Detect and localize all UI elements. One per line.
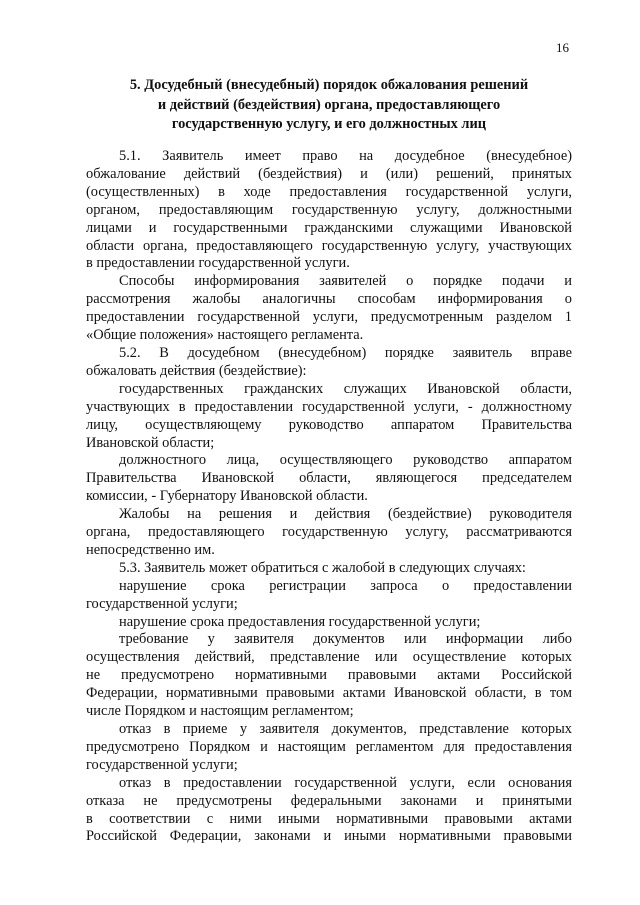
- heading-line: и действий (бездействия) органа, предоставляющего: [157, 96, 501, 113]
- text-line: лицами и государственными гражданскими служащими Ивановской: [86, 219, 572, 236]
- text-line: органа, предоставляющего государственную услугу, рассматриваются: [86, 524, 572, 541]
- text-line: Жалобы на решения и действия (бездействие) руководителя: [119, 506, 572, 523]
- text-line: государственной услуги;: [86, 595, 238, 612]
- section-heading: [86, 76, 572, 135]
- text-line: обжалование действий (бездействия) и (или) решений, принятых: [86, 165, 572, 182]
- paragraph: [86, 506, 572, 560]
- text-line: осуществления действий, представление или осуществление которых: [86, 649, 572, 666]
- text-line: отказа не предусмотрены федеральными законами и принятыми: [86, 792, 572, 809]
- paragraph: [86, 721, 572, 775]
- paragraph: [86, 775, 572, 847]
- text-line: отказ в приеме у заявителя документов, представление которых: [119, 721, 572, 737]
- text-line: непосредственно им.: [86, 541, 215, 558]
- text-line: 5.1. Заявитель имеет право на досудебное (внесудебное): [119, 148, 572, 164]
- text-line: Российской Федерации, законами и иными нормативными правовыми: [86, 828, 572, 845]
- paragraph: [86, 631, 572, 721]
- document-body: [86, 148, 572, 846]
- text-line: нарушение срока регистрации запроса о предоставлении: [119, 577, 572, 594]
- text-line: числе Порядком и настоящим регламентом;: [86, 703, 354, 720]
- text-line: Правительства Ивановской области, являющегося председателем: [86, 470, 572, 487]
- paragraph: [86, 345, 572, 381]
- paragraph: [86, 578, 572, 614]
- text-line: органом, предоставляющим государственную услугу, должностными: [86, 201, 572, 218]
- text-line: лицу, осуществляющему руководство аппаратом Правительства: [86, 416, 572, 433]
- text-line: обжаловать действия (бездействие):: [86, 362, 307, 379]
- paragraph: [86, 614, 572, 632]
- text-line: предоставлении государственной услуги, предусмотренным разделом 1: [86, 309, 572, 326]
- paragraph: [86, 381, 572, 453]
- text-line: Ивановской области;: [86, 434, 215, 451]
- text-line: в соответствии с ними иными нормативными правовыми актами: [86, 810, 572, 827]
- heading-line: государственную услугу, и его должностных лиц: [171, 116, 487, 132]
- text-line: государственных гражданских служащих Ивановской области,: [119, 380, 572, 397]
- paragraph: [86, 273, 572, 345]
- text-line: предусмотрено Порядком и настоящим регламентом для предоставления: [86, 738, 572, 755]
- text-line: требование у заявителя документов или информации либо: [119, 631, 572, 648]
- text-line: области органа, предоставляющего государственную услугу, участвующих: [86, 237, 572, 254]
- text-line: комиссии, - Губернатору Ивановской области.: [86, 488, 368, 505]
- paragraph: [86, 560, 572, 578]
- text-line: (осуществленных) в ходе предоставления государственной услуги,: [86, 183, 572, 200]
- text-line: не предусмотрено нормативными правовыми актами Российской: [86, 667, 572, 684]
- text-line: Способы информирования заявителей о порядке подачи и: [119, 273, 572, 290]
- text-line: 5.2. В досудебном (внесудебном) порядке заявитель вправе: [119, 344, 572, 361]
- paragraph: [86, 452, 572, 506]
- page-number: 16: [556, 40, 569, 55]
- text-line: рассмотрения жалобы аналогичны способам информирования о: [86, 291, 572, 308]
- text-line: государственной услуги;: [86, 756, 238, 773]
- text-line: нарушение срока предоставления государственной услуги;: [119, 613, 481, 630]
- heading-line: 5. Досудебный (внесудебный) порядок обжалования решений: [129, 77, 529, 93]
- text-line: 5.3. Заявитель может обратиться с жалобой в следующих случаях:: [119, 559, 526, 576]
- paragraph: [86, 148, 572, 273]
- text-line: отказ в предоставлении государственной услуги, если основания: [119, 774, 572, 791]
- text-line: участвующих в предоставлении государственной услуги, - должностному: [86, 398, 572, 415]
- text-line: должностного лица, осуществляющего руководство аппаратом: [119, 452, 572, 469]
- text-line: «Общие положения» настоящего регламента.: [86, 327, 364, 344]
- text-line: Федерации, нормативными правовыми актами Ивановской области, в том: [86, 685, 572, 702]
- text-line: в предоставлении государственной услуги.: [86, 255, 350, 272]
